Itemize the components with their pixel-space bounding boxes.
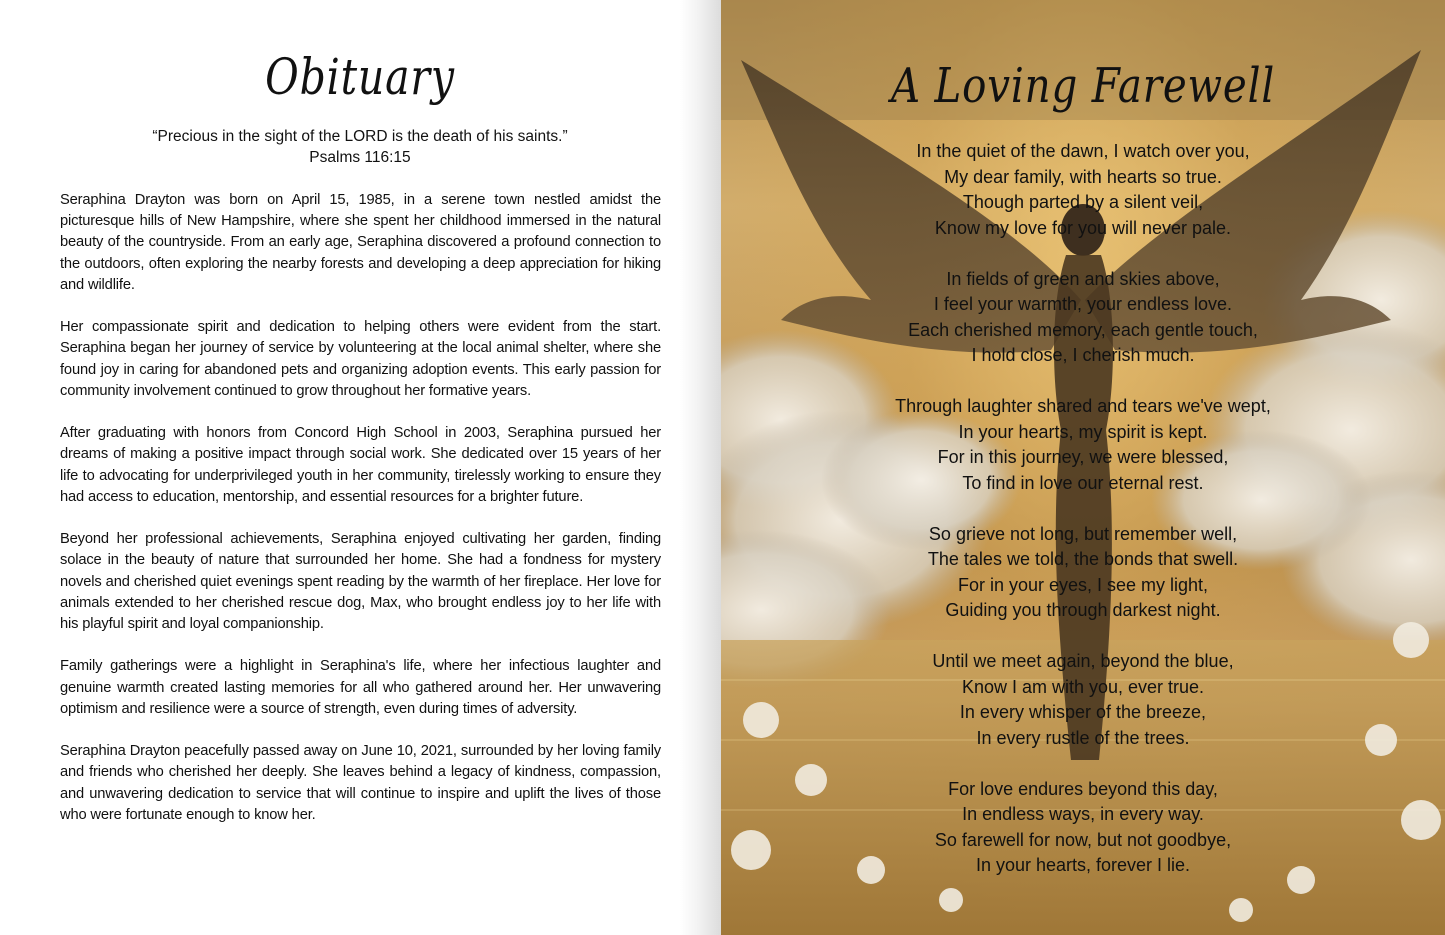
obituary-paragraph: Family gatherings were a highlight in Seraphina's life, where her infectious laughter and genuine warmth created lasting memories for all who gathered around her. Her unwavering optimism and resilience were a source of strength, even during times of adversity. bbox=[60, 658, 661, 717]
poem-title: A Loving Farewell bbox=[890, 58, 1276, 114]
poem-line: In your hearts, forever I lie. bbox=[975, 855, 1191, 875]
obituary-paragraph: Beyond her professional achievements, Seraphina enjoyed cultivating her garden, finding solace in the beauty of nature that surrounded her home. She had a fondness for mystery novels and cherished quiet evenings spent reading by the warmth of her fireplace. Her love for animals extended to her cherished rescue dog, Max, who brought endless joy to her life with his playful spirit and loyal companionship. bbox=[60, 531, 661, 633]
poem-stanza bbox=[721, 649, 1445, 751]
poem-line: For love endures beyond this day, bbox=[948, 778, 1218, 799]
poem-line: In every whisper of the breeze, bbox=[959, 702, 1207, 722]
obituary-title: Obituary bbox=[265, 48, 455, 106]
poem-stanza bbox=[721, 267, 1445, 369]
poem-line: Guiding you through darkest night. bbox=[945, 600, 1221, 620]
poem-line: In endless ways, in every way. bbox=[962, 804, 1204, 824]
poem-line: My dear family, with hearts so true. bbox=[944, 166, 1222, 187]
poem-line: For in your eyes, I see my light, bbox=[957, 574, 1209, 595]
poem-line: So farewell for now, but not goodbye, bbox=[934, 829, 1232, 850]
poem-line: In the quiet of the dawn, I watch over you, bbox=[916, 141, 1250, 161]
poem-line: Until we meet again, beyond the blue, bbox=[932, 651, 1234, 671]
poem-line: I feel your warmth, your endless love. bbox=[933, 294, 1233, 314]
poem-line: Through laughter shared and tears we've wept, bbox=[895, 396, 1271, 416]
poem-stanza bbox=[721, 522, 1445, 624]
verse-reference: Psalms 116:15 bbox=[309, 149, 411, 166]
poem-stanza bbox=[721, 139, 1445, 241]
poem-line: I hold close, I cherish much. bbox=[971, 345, 1195, 365]
obituary-paragraph: After graduating with honors from Concord High School in 2003, Seraphina pursued her dreams of making a positive impact through social work. She dedicated over 15 years of her life to advocating for underprivileged youth in her community, tirelessly working to ensure they had access to education, mentorship, and essential resources for a brighter future. bbox=[60, 425, 661, 505]
poem-line: Though parted by a silent veil, bbox=[962, 192, 1204, 212]
poem-line: Know my love for you will never pale. bbox=[934, 217, 1232, 238]
poem-page bbox=[721, 0, 1445, 935]
poem-line: To find in love our eternal rest. bbox=[962, 472, 1204, 493]
verse-text: “Precious in the sight of the LORD is the death of his saints.” bbox=[152, 128, 568, 145]
scripture-verse bbox=[60, 126, 660, 168]
poem-line: For in this journey, we were blessed, bbox=[937, 447, 1229, 467]
obituary-page bbox=[0, 0, 680, 935]
poem-line: Each cherished memory, each gentle touch, bbox=[908, 319, 1258, 340]
obituary-paragraph: Her compassionate spirit and dedication to helping others were evident from the start. Seraphina began her journey of service by volunteering at the local animal shelter, where she found joy in caring for abandoned pets and organizing adoption events. This early passion for community involvement continued to grow throughout her formative years. bbox=[60, 319, 661, 399]
poem-line: In every rustle of the trees. bbox=[976, 727, 1190, 748]
poem-line: So grieve not long, but remember well, bbox=[928, 523, 1238, 544]
page-gutter bbox=[680, 0, 721, 935]
obituary-paragraph: Seraphina Drayton peacefully passed away on June 10, 2021, surrounded by her loving family and friends who cherished her deeply. She leaves behind a legacy of kindness, compassion, and unwavering dedication to service that will continue to inspire and uplift the lives of those who were fortunate enough to know her. bbox=[60, 743, 661, 823]
poem-line: Know I am with you, ever true. bbox=[961, 676, 1205, 697]
poem-line: In your hearts, my spirit is kept. bbox=[958, 421, 1208, 442]
poem-stanza bbox=[721, 777, 1445, 879]
obituary-paragraph: Seraphina Drayton was born on April 15, 1985, in a serene town nestled amidst the picturesque hills of New Hampshire, where she spent her childhood immersed in the natural beauty of the countryside. From an early age, Seraphina discovered a profound connection to the outdoors, often exploring the nearby forests and developing a deep appreciation for hiking and wildlife. bbox=[60, 192, 661, 293]
poem bbox=[721, 139, 1445, 904]
poem-stanza bbox=[721, 394, 1445, 496]
obituary-body bbox=[60, 190, 661, 847]
poem-line: In fields of green and skies above, bbox=[946, 268, 1220, 289]
poem-line: The tales we told, the bonds that swell. bbox=[927, 549, 1239, 569]
